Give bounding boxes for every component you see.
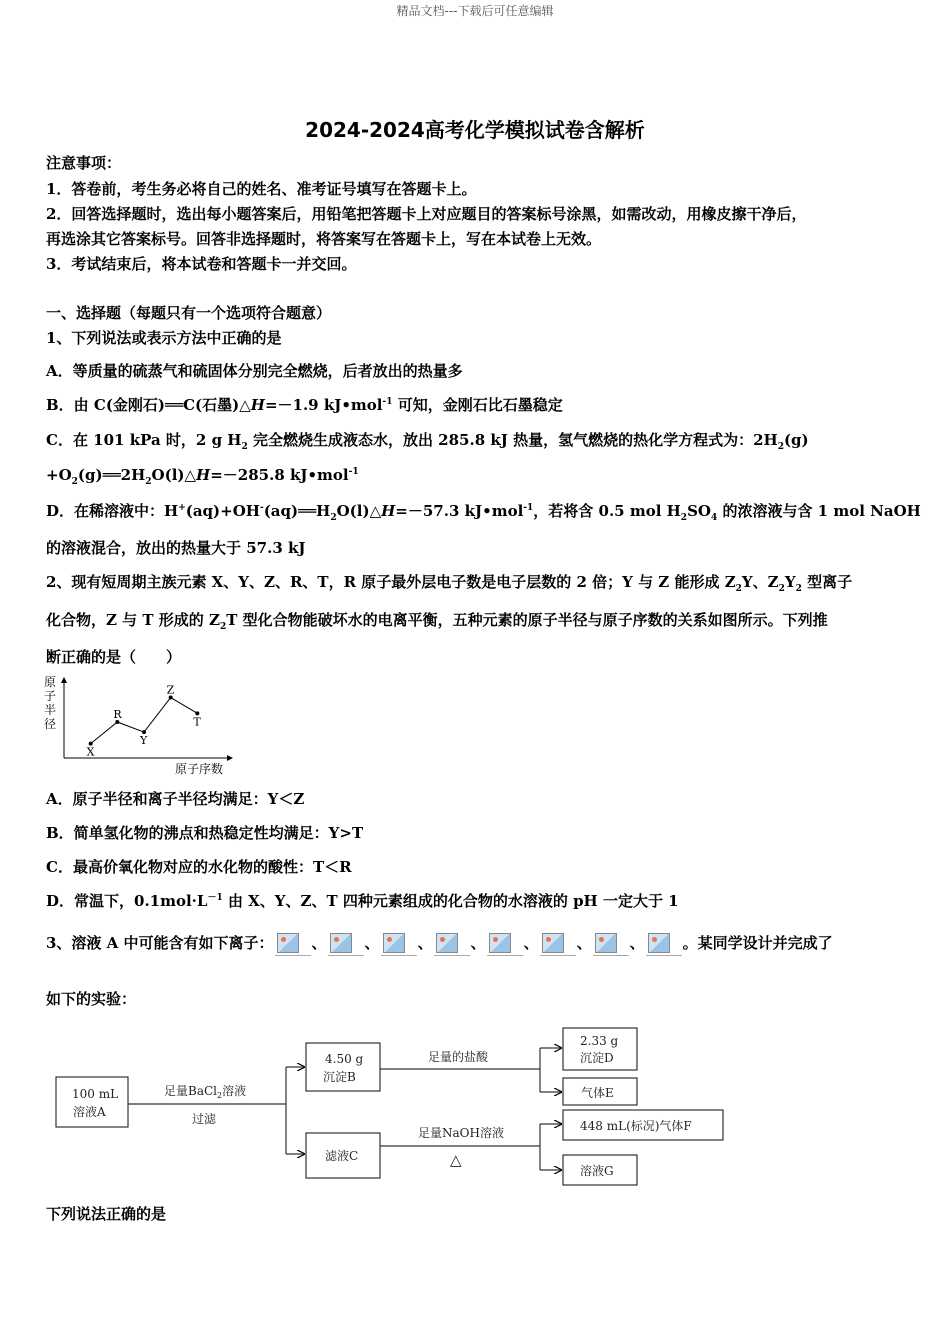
note-1: 1．答卷前，考生务必将自己的姓名、准考证号填写在答题卡上。 — [46, 180, 477, 198]
q2-option-b: B．简单氢化物的沸点和热稳定性均满足：Y>T — [46, 824, 364, 842]
section-heading: 一、选择题（每题只有一个选项符合题意） — [46, 304, 332, 322]
y-axis-label-char: 径 — [44, 717, 57, 731]
q1-stem: 1、下列说法或表示方法中正确的是 — [46, 329, 282, 347]
label-naoh: 足量NaOH溶液 — [418, 1126, 504, 1140]
image-placeholder-icon — [540, 933, 576, 956]
q2-option-d: D．常温下，$0.1mol\cdot L^{-1}$ 由 X、Y、Z、T 四种元素组成的化合物的水溶液的 pH 一定大于 1 — [46, 892, 679, 910]
image-placeholder-icon — [381, 933, 417, 956]
point-label-X: X — [86, 745, 95, 759]
image-placeholder-icon — [328, 933, 364, 956]
image-placeholder-icon — [434, 933, 470, 956]
page-title: 2024-2024高考化学模拟试卷含解析 — [305, 118, 645, 142]
image-placeholder-icon — [593, 933, 629, 956]
image-placeholder-icon — [487, 933, 523, 956]
q1-option-d-line1: D．在稀溶液中：$H^+(aq)+OH^-(aq)══H_2O(l)\triangle H=-57.3$ kJ•mol$^{-1}$，若将含 0.5 mol $H_2SO_4$ 的浓溶液与含 1 mol NaOH — [46, 502, 921, 523]
label-a-volume: 100 mL — [72, 1087, 119, 1101]
label-filter: 过滤 — [192, 1112, 217, 1126]
image-placeholder-icon — [646, 933, 682, 956]
point-label-T: T — [193, 715, 201, 729]
y-axis-label-char: 子 — [44, 689, 57, 703]
q3-line2: 如下的实验： — [46, 990, 137, 1008]
q1-option-b: B．由 C(金刚石)══C(石墨)△H=－1.9 kJ•mol$^{-1}$ 可知，金刚石比石墨稳定 — [46, 396, 563, 414]
label-bacl2: 足量BaCl$_2$溶液 — [164, 1084, 247, 1100]
q2-line2: 化合物，Z 与 T 形成的 $Z_2T$ 型化合物能破坏水的电离平衡，五种元素的原子半径与原子序数的关系如图所示。下列推 — [46, 611, 828, 632]
label-a-name: 溶液A — [73, 1105, 106, 1119]
label-hcl: 足量的盐酸 — [428, 1050, 489, 1064]
label-d-mass: 2.33 g — [580, 1034, 619, 1048]
label-heat: △ — [450, 1151, 462, 1169]
point-label-R: R — [113, 708, 122, 721]
note-3: 3．考试结束后，将本试卷和答题卡一并交回。 — [46, 255, 357, 273]
box-solution-a — [56, 1077, 128, 1127]
q3-last: 下列说法正确的是 — [46, 1205, 167, 1223]
point-label-Z: Z — [166, 683, 175, 697]
q2-option-c: C．最高价氧化物对应的水化物的酸性：T＜R — [46, 858, 352, 876]
label-g-name: 溶液G — [580, 1164, 614, 1178]
point-label-Y: Y — [140, 734, 148, 748]
q2-line3: 断正确的是（ ） — [46, 648, 182, 666]
y-axis-label-char: 半 — [44, 703, 57, 717]
label-c-name: 滤液C — [325, 1149, 359, 1163]
label-d-name: 沉淀D — [580, 1051, 614, 1065]
label-e-name: 气体E — [581, 1086, 614, 1100]
q2-option-a: A．原子半径和离子半径均满足：Y＜Z — [46, 790, 305, 808]
q1-option-a: A．等质量的硫蒸气和硫固体分别完全燃烧，后者放出的热量多 — [46, 362, 463, 380]
q3-stem: 3、溶液 A 中可能含有如下离子： 、 、 、 、 、 、 、 。某同学设计并完成了 — [46, 932, 833, 956]
label-b-mass: 4.50 g — [325, 1052, 364, 1066]
image-placeholder-icon — [275, 933, 311, 956]
q1-option-c-line1: C．在 101 kPa 时，2 g $H_2$ 完全燃烧生成液态水，放出 285.8 kJ 热量，氢气燃烧的热化学方程式为：$2H_2(g)$ — [46, 431, 809, 452]
notes-heading: 注意事项： — [46, 154, 122, 172]
q1-option-d-line2: 的溶液混合，放出的热量大于 57.3 kJ — [46, 539, 306, 557]
atomic-radius-chart — [40, 672, 240, 782]
label-f-name: 448 mL(标况)气体F — [580, 1119, 692, 1133]
q1-option-c-line2: $+O_2(g)══2H_2O(l)\triangle H=-285.8$ kJ•mol$^{-1}$ — [46, 466, 359, 487]
x-axis-label: 原子序数 — [175, 762, 224, 776]
page-header: 精品文档---下载后可任意编辑 — [396, 4, 554, 18]
note-2a: 2．回答选择题时，选出每小题答案后，用铅笔把答题卡上对应题目的答案标号涂黑，如需改动，用橡皮擦干净后， — [46, 205, 807, 223]
experiment-flowchart — [40, 1020, 740, 1195]
note-2b: 再选涂其它答案标号。回答非选择题时，将答案写在答题卡上，写在本试卷上无效。 — [46, 230, 602, 248]
y-axis-label-char: 原 — [44, 675, 57, 689]
label-b-name: 沉淀B — [323, 1070, 356, 1084]
q2-line1: 2、现有短周期主族元素 X、Y、Z、R、T，R 原子最外层电子数是电子层数的 2 倍；Y 与 Z 能形成 $Z_2Y$、$Z_2Y_2$ 型离子 — [46, 573, 853, 594]
